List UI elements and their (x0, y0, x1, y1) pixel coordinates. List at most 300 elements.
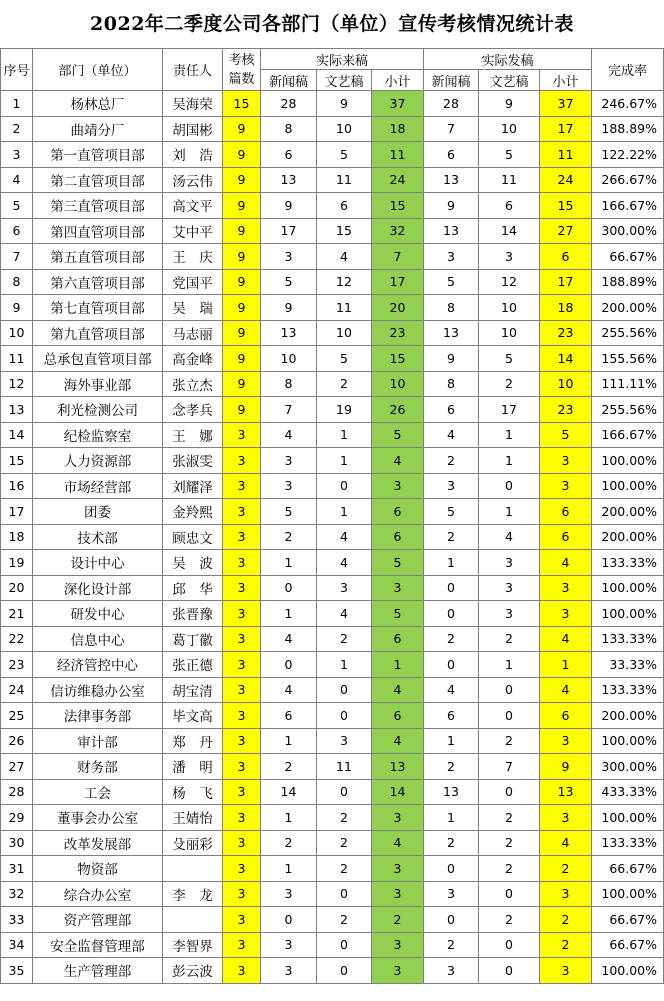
cell-quota: 3 (223, 754, 261, 780)
cell-received-news: 0 (261, 575, 317, 601)
cell-published-subtotal: 3 (540, 958, 592, 984)
table-row (1, 652, 664, 678)
cell-published-news: 3 (424, 244, 479, 270)
cell-received-news: 3 (261, 881, 317, 907)
cell-published-news: 2 (424, 754, 479, 780)
cell-quota: 3 (223, 677, 261, 703)
cell-published-news: 6 (424, 397, 479, 423)
cell-received-subtotal: 11 (372, 142, 424, 168)
cell-person: 张正德 (163, 652, 223, 678)
cell-received-art: 1 (317, 499, 372, 525)
cell-rate: 122.22% (592, 142, 664, 168)
cell-rate: 300.00% (592, 754, 664, 780)
cell-received-news: 5 (261, 269, 317, 295)
cell-published-art: 0 (479, 677, 540, 703)
cell-rate: 100.00% (592, 805, 664, 831)
cell-seq: 25 (1, 703, 33, 729)
table-row (1, 142, 664, 168)
statistics-table (0, 48, 664, 984)
cell-quota: 9 (223, 218, 261, 244)
header-published-subtotal: 小计 (540, 70, 592, 91)
cell-rate: 188.89% (592, 269, 664, 295)
cell-dept: 第五直管项目部 (33, 244, 163, 270)
cell-published-subtotal: 3 (540, 575, 592, 601)
cell-published-news: 4 (424, 422, 479, 448)
cell-published-news: 3 (424, 958, 479, 984)
cell-seq: 17 (1, 499, 33, 525)
cell-dept: 法律事务部 (33, 703, 163, 729)
cell-received-art: 12 (317, 269, 372, 295)
cell-received-art: 3 (317, 575, 372, 601)
cell-received-subtotal: 32 (372, 218, 424, 244)
cell-published-news: 13 (424, 320, 479, 346)
cell-rate: 111.11% (592, 371, 664, 397)
cell-published-news: 6 (424, 703, 479, 729)
header-received-news: 新闻稿 (261, 70, 317, 91)
page-title: 2022年二季度公司各部门（单位）宣传考核情况统计表 (90, 13, 574, 35)
cell-quota: 3 (223, 652, 261, 678)
cell-received-subtotal: 10 (372, 371, 424, 397)
cell-received-news: 6 (261, 703, 317, 729)
cell-rate: 166.67% (592, 193, 664, 219)
cell-rate: 100.00% (592, 473, 664, 499)
cell-dept: 团委 (33, 499, 163, 525)
cell-received-art: 5 (317, 346, 372, 372)
cell-received-news: 1 (261, 805, 317, 831)
cell-dept: 人力资源部 (33, 448, 163, 474)
cell-person: 张晋豫 (163, 601, 223, 627)
cell-person: 殳丽彩 (163, 830, 223, 856)
cell-published-art: 17 (479, 397, 540, 423)
cell-published-art: 1 (479, 422, 540, 448)
cell-rate: 200.00% (592, 524, 664, 550)
cell-dept: 第六直管项目部 (33, 269, 163, 295)
header-received: 实际来稿 (261, 49, 424, 70)
cell-published-art: 7 (479, 754, 540, 780)
cell-published-news: 2 (424, 626, 479, 652)
cell-published-news: 2 (424, 524, 479, 550)
cell-received-subtotal: 14 (372, 779, 424, 805)
cell-published-subtotal: 6 (540, 499, 592, 525)
cell-received-subtotal: 4 (372, 677, 424, 703)
cell-seq: 4 (1, 167, 33, 193)
cell-received-news: 13 (261, 320, 317, 346)
cell-rate: 133.33% (592, 626, 664, 652)
cell-person: 艾中平 (163, 218, 223, 244)
cell-published-art: 4 (479, 524, 540, 550)
cell-dept: 第四直管项目部 (33, 218, 163, 244)
cell-published-art: 11 (479, 167, 540, 193)
cell-published-news: 1 (424, 728, 479, 754)
cell-received-subtotal: 5 (372, 422, 424, 448)
cell-published-art: 0 (479, 881, 540, 907)
cell-dept: 技术部 (33, 524, 163, 550)
cell-rate: 66.67% (592, 244, 664, 270)
cell-dept: 工会 (33, 779, 163, 805)
table-row (1, 805, 664, 831)
cell-published-art: 12 (479, 269, 540, 295)
cell-published-news: 1 (424, 550, 479, 576)
cell-published-news: 8 (424, 295, 479, 321)
cell-quota: 3 (223, 575, 261, 601)
cell-person: 念孝兵 (163, 397, 223, 423)
cell-received-art: 0 (317, 958, 372, 984)
cell-received-news: 8 (261, 371, 317, 397)
cell-published-news: 5 (424, 269, 479, 295)
cell-quota: 9 (223, 244, 261, 270)
cell-dept: 改革发展部 (33, 830, 163, 856)
cell-received-news: 2 (261, 754, 317, 780)
cell-person: 杨 飞 (163, 779, 223, 805)
cell-published-subtotal: 3 (540, 473, 592, 499)
cell-published-subtotal: 5 (540, 422, 592, 448)
cell-received-news: 1 (261, 550, 317, 576)
cell-dept: 海外事业部 (33, 371, 163, 397)
cell-received-news: 1 (261, 856, 317, 882)
cell-published-news: 9 (424, 346, 479, 372)
cell-received-subtotal: 3 (372, 575, 424, 601)
cell-quota: 9 (223, 346, 261, 372)
header-rate: 完成率 (592, 49, 664, 91)
cell-published-news: 9 (424, 193, 479, 219)
cell-received-art: 0 (317, 932, 372, 958)
cell-dept: 生产管理部 (33, 958, 163, 984)
table-row (1, 856, 664, 882)
cell-received-art: 2 (317, 907, 372, 933)
cell-rate: 200.00% (592, 703, 664, 729)
cell-published-news: 4 (424, 677, 479, 703)
cell-person: 顾忠文 (163, 524, 223, 550)
table-row (1, 116, 664, 142)
cell-person: 胡宝清 (163, 677, 223, 703)
cell-received-news: 3 (261, 448, 317, 474)
cell-dept: 第二直管项目部 (33, 167, 163, 193)
cell-published-art: 0 (479, 779, 540, 805)
cell-received-news: 28 (261, 91, 317, 117)
cell-received-art: 11 (317, 167, 372, 193)
cell-rate: 166.67% (592, 422, 664, 448)
cell-person: 吴 瑞 (163, 295, 223, 321)
table-row (1, 218, 664, 244)
cell-published-news: 7 (424, 116, 479, 142)
cell-quota: 3 (223, 958, 261, 984)
table-row (1, 167, 664, 193)
cell-published-subtotal: 4 (540, 550, 592, 576)
cell-published-subtotal: 3 (540, 448, 592, 474)
cell-published-news: 8 (424, 371, 479, 397)
cell-seq: 29 (1, 805, 33, 831)
cell-dept: 市场经营部 (33, 473, 163, 499)
cell-received-subtotal: 13 (372, 754, 424, 780)
cell-quota: 3 (223, 703, 261, 729)
cell-rate: 188.89% (592, 116, 664, 142)
table-row (1, 320, 664, 346)
cell-seq: 16 (1, 473, 33, 499)
cell-published-news: 3 (424, 473, 479, 499)
cell-rate: 133.33% (592, 830, 664, 856)
cell-received-subtotal: 7 (372, 244, 424, 270)
table-row (1, 269, 664, 295)
cell-rate: 433.33% (592, 779, 664, 805)
cell-person: 马志丽 (163, 320, 223, 346)
cell-published-news: 1 (424, 805, 479, 831)
table-row (1, 244, 664, 270)
cell-published-art: 3 (479, 244, 540, 270)
cell-quota: 3 (223, 805, 261, 831)
cell-received-subtotal: 18 (372, 116, 424, 142)
cell-published-news: 2 (424, 448, 479, 474)
cell-received-news: 8 (261, 116, 317, 142)
cell-dept: 物资部 (33, 856, 163, 882)
cell-published-news: 13 (424, 218, 479, 244)
cell-received-subtotal: 3 (372, 473, 424, 499)
cell-published-art: 0 (479, 932, 540, 958)
cell-received-news: 17 (261, 218, 317, 244)
table-row (1, 601, 664, 627)
cell-received-art: 0 (317, 779, 372, 805)
cell-published-news: 0 (424, 601, 479, 627)
cell-received-art: 3 (317, 728, 372, 754)
cell-seq: 7 (1, 244, 33, 270)
cell-person: 党国平 (163, 269, 223, 295)
cell-rate: 155.56% (592, 346, 664, 372)
cell-published-subtotal: 4 (540, 677, 592, 703)
cell-person: 李智界 (163, 932, 223, 958)
cell-quota: 3 (223, 422, 261, 448)
cell-published-subtotal: 1 (540, 652, 592, 678)
cell-published-subtotal: 6 (540, 524, 592, 550)
cell-quota: 9 (223, 116, 261, 142)
cell-seq: 30 (1, 830, 33, 856)
cell-published-news: 3 (424, 881, 479, 907)
cell-dept: 纪检监察室 (33, 422, 163, 448)
header-dept: 部门（单位） (33, 49, 163, 91)
cell-quota: 3 (223, 856, 261, 882)
cell-received-subtotal: 20 (372, 295, 424, 321)
cell-published-subtotal: 9 (540, 754, 592, 780)
cell-published-subtotal: 2 (540, 856, 592, 882)
cell-seq: 14 (1, 422, 33, 448)
cell-received-art: 4 (317, 524, 372, 550)
cell-published-news: 13 (424, 779, 479, 805)
table-row (1, 703, 664, 729)
cell-published-art: 10 (479, 295, 540, 321)
header-received-subtotal: 小计 (372, 70, 424, 91)
cell-published-news: 0 (424, 856, 479, 882)
cell-rate: 266.67% (592, 167, 664, 193)
cell-published-subtotal: 37 (540, 91, 592, 117)
cell-seq: 31 (1, 856, 33, 882)
cell-published-art: 0 (479, 703, 540, 729)
cell-published-subtotal: 3 (540, 881, 592, 907)
cell-dept: 设计中心 (33, 550, 163, 576)
cell-dept: 董事会办公室 (33, 805, 163, 831)
cell-seq: 12 (1, 371, 33, 397)
cell-seq: 33 (1, 907, 33, 933)
cell-received-news: 2 (261, 524, 317, 550)
cell-published-subtotal: 2 (540, 932, 592, 958)
cell-published-subtotal: 23 (540, 397, 592, 423)
cell-published-subtotal: 4 (540, 830, 592, 856)
cell-seq: 22 (1, 626, 33, 652)
cell-published-news: 2 (424, 932, 479, 958)
cell-rate: 100.00% (592, 881, 664, 907)
cell-quota: 3 (223, 907, 261, 933)
table-row (1, 932, 664, 958)
cell-dept: 杨林总厂 (33, 91, 163, 117)
cell-published-art: 14 (479, 218, 540, 244)
cell-quota: 9 (223, 295, 261, 321)
cell-seq: 11 (1, 346, 33, 372)
cell-quota: 3 (223, 830, 261, 856)
cell-received-news: 0 (261, 907, 317, 933)
cell-received-art: 2 (317, 371, 372, 397)
cell-received-art: 1 (317, 652, 372, 678)
cell-rate: 200.00% (592, 295, 664, 321)
cell-person: 李 龙 (163, 881, 223, 907)
cell-received-subtotal: 6 (372, 499, 424, 525)
cell-dept: 第一直管项目部 (33, 142, 163, 168)
cell-seq: 32 (1, 881, 33, 907)
cell-dept: 财务部 (33, 754, 163, 780)
cell-person: 王婧怡 (163, 805, 223, 831)
cell-published-art: 0 (479, 473, 540, 499)
cell-rate: 255.56% (592, 397, 664, 423)
cell-dept: 经济管控中心 (33, 652, 163, 678)
cell-seq: 21 (1, 601, 33, 627)
cell-received-art: 2 (317, 830, 372, 856)
cell-received-subtotal: 1 (372, 652, 424, 678)
cell-dept: 资产管理部 (33, 907, 163, 933)
cell-received-subtotal: 3 (372, 805, 424, 831)
cell-person: 彭云波 (163, 958, 223, 984)
cell-published-news: 0 (424, 907, 479, 933)
cell-received-news: 9 (261, 295, 317, 321)
cell-quota: 9 (223, 397, 261, 423)
cell-published-art: 2 (479, 805, 540, 831)
cell-dept: 利光检测公司 (33, 397, 163, 423)
header-published-news: 新闻稿 (424, 70, 479, 91)
cell-rate: 133.33% (592, 677, 664, 703)
cell-received-subtotal: 2 (372, 907, 424, 933)
cell-rate: 66.67% (592, 907, 664, 933)
cell-published-art: 2 (479, 907, 540, 933)
cell-published-art: 1 (479, 652, 540, 678)
cell-dept: 研发中心 (33, 601, 163, 627)
cell-received-news: 9 (261, 193, 317, 219)
cell-published-subtotal: 24 (540, 167, 592, 193)
cell-received-news: 0 (261, 652, 317, 678)
table-row (1, 397, 664, 423)
cell-received-news: 10 (261, 346, 317, 372)
cell-person (163, 907, 223, 933)
cell-quota: 9 (223, 142, 261, 168)
cell-received-art: 11 (317, 295, 372, 321)
cell-received-art: 0 (317, 703, 372, 729)
cell-person: 张立杰 (163, 371, 223, 397)
cell-published-subtotal: 3 (540, 805, 592, 831)
cell-received-subtotal: 15 (372, 346, 424, 372)
cell-person (163, 856, 223, 882)
cell-person: 吴海荣 (163, 91, 223, 117)
cell-dept: 安全监督管理部 (33, 932, 163, 958)
cell-seq: 20 (1, 575, 33, 601)
cell-published-news: 28 (424, 91, 479, 117)
cell-published-subtotal: 27 (540, 218, 592, 244)
cell-published-subtotal: 13 (540, 779, 592, 805)
cell-published-art: 3 (479, 550, 540, 576)
cell-received-subtotal: 4 (372, 830, 424, 856)
cell-rate: 66.67% (592, 932, 664, 958)
cell-person: 王 娜 (163, 422, 223, 448)
cell-received-subtotal: 3 (372, 958, 424, 984)
cell-received-news: 3 (261, 473, 317, 499)
table-row (1, 575, 664, 601)
table-row (1, 448, 664, 474)
cell-received-news: 4 (261, 677, 317, 703)
cell-published-art: 2 (479, 626, 540, 652)
cell-published-news: 5 (424, 499, 479, 525)
cell-rate: 100.00% (592, 958, 664, 984)
cell-quota: 3 (223, 448, 261, 474)
cell-published-art: 5 (479, 142, 540, 168)
header-quota (223, 49, 261, 91)
cell-received-art: 4 (317, 550, 372, 576)
table-row (1, 524, 664, 550)
cell-received-subtotal: 4 (372, 448, 424, 474)
cell-published-subtotal: 18 (540, 295, 592, 321)
cell-dept: 信访维稳办公室 (33, 677, 163, 703)
cell-received-news: 4 (261, 626, 317, 652)
cell-quota: 9 (223, 320, 261, 346)
table-row (1, 779, 664, 805)
cell-person: 郑 丹 (163, 728, 223, 754)
cell-rate: 33.33% (592, 652, 664, 678)
cell-received-news: 3 (261, 932, 317, 958)
cell-received-news: 1 (261, 601, 317, 627)
cell-seq: 26 (1, 728, 33, 754)
cell-received-subtotal: 23 (372, 320, 424, 346)
cell-seq: 34 (1, 932, 33, 958)
cell-person: 潘 明 (163, 754, 223, 780)
table-row (1, 91, 664, 117)
cell-seq: 2 (1, 116, 33, 142)
cell-received-art: 9 (317, 91, 372, 117)
cell-dept: 总承包直管项目部 (33, 346, 163, 372)
cell-rate: 100.00% (592, 448, 664, 474)
cell-received-news: 7 (261, 397, 317, 423)
cell-dept: 第七直管项目部 (33, 295, 163, 321)
cell-received-art: 4 (317, 601, 372, 627)
cell-person: 邱 华 (163, 575, 223, 601)
cell-received-art: 19 (317, 397, 372, 423)
cell-person: 吴 波 (163, 550, 223, 576)
cell-quota: 3 (223, 881, 261, 907)
cell-published-art: 10 (479, 320, 540, 346)
cell-quota: 9 (223, 167, 261, 193)
cell-seq: 13 (1, 397, 33, 423)
cell-seq: 6 (1, 218, 33, 244)
cell-received-subtotal: 4 (372, 728, 424, 754)
cell-rate: 133.33% (592, 550, 664, 576)
cell-received-art: 2 (317, 856, 372, 882)
cell-dept: 第三直管项目部 (33, 193, 163, 219)
cell-received-news: 3 (261, 958, 317, 984)
cell-quota: 3 (223, 499, 261, 525)
table-row (1, 499, 664, 525)
cell-person: 葛丁徽 (163, 626, 223, 652)
table-row (1, 422, 664, 448)
